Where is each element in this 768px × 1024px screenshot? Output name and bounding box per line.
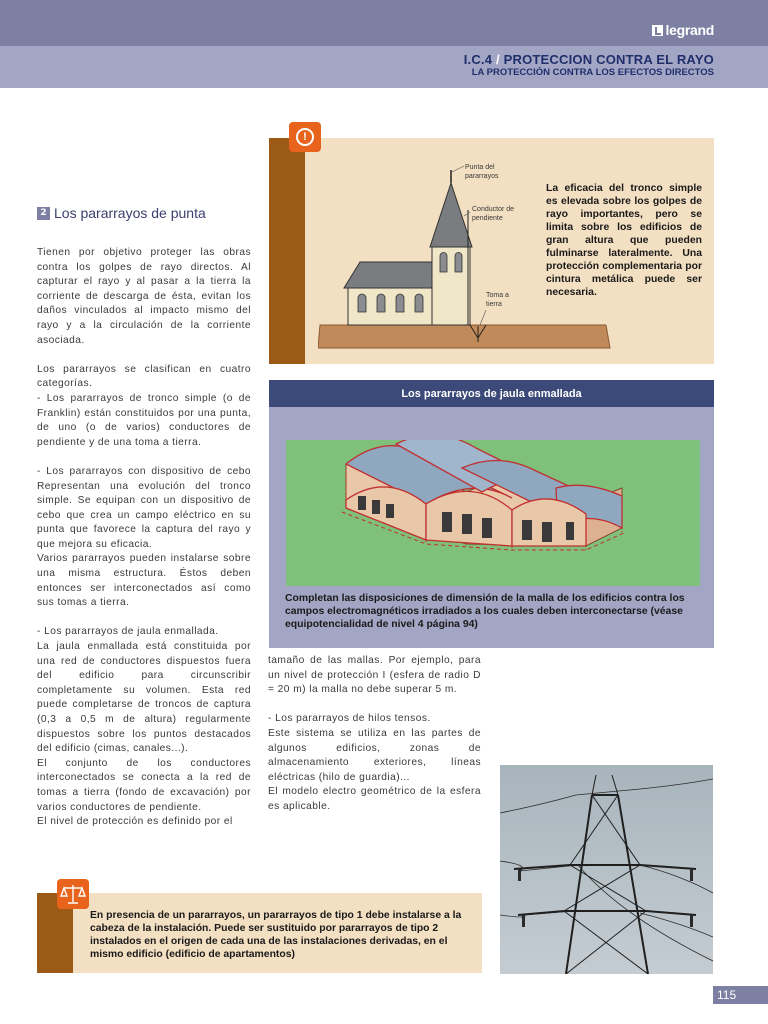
paragraph: El nivel de protección es definido por el	[37, 816, 233, 828]
mesh-caption: Completan las disposiciones de dimensión de la malla de los edificios contra los campos electromagnéticos irradiados a los cuales deben interconectarse (véase equipotencialidad de nivel 4 página 94)	[285, 593, 685, 630]
title-separator: /	[492, 52, 504, 67]
paragraph: Este sistema se utiliza en las partes de algunos edificios, zonas de almacenamiento exteriores, líneas eléctricas (hilo de guardia)...	[268, 727, 481, 783]
mesh-box-title: Los pararrayos de jaula enmallada	[269, 380, 714, 407]
paragraph: - Los pararrayos de hilos tensos.	[268, 713, 431, 725]
paragraph: - Los pararrayos de tronco simple (o de Franklin) están constituidos por una punta, de uno (o de varios) conductores de pendiente y de una toma a tierra.	[37, 392, 251, 448]
page-title	[464, 52, 714, 67]
paragraph: tamaño de las mallas. Por ejemplo, para un nivel de protección I (esfera de radio D = 20 m) la malla no debe superar 5 m.	[268, 655, 481, 696]
paragraph: Los pararrayos se clasifican en cuatro categorías.	[37, 363, 251, 390]
brand-logo	[652, 22, 714, 38]
paragraph: - Los pararrayos con dispositivo de cebo Representan una evolución del tronco simple. Se equipan con un dispositivo de cebo que crea un campo eléctrico en su punta que favorece la captura del rayo y que mejora su eficacia.	[37, 465, 251, 550]
page-number: 115	[713, 986, 768, 1004]
exclamation-icon: !	[289, 122, 321, 152]
note-text: En presencia de un pararrayos, un pararrayos de tipo 1 debe instalarse a la cabeza de la instalación. Puede ser sustituido por pararrayos de tipo 2 instalados en el origen de cada una de las instalaciones derivadas, en el mismo edificio (edificio de apartamentos)	[90, 910, 462, 960]
section-number: 2	[37, 207, 50, 220]
section-title-text: Los pararrayos de punta	[54, 205, 206, 221]
paragraph: Tienen por objetivo proteger las obras contra los golpes de rayo directos. Al capturar el rayo y al pasar a la tierra la corriente de descarga de ésta, evitan los daños vinculados al impacto mismo del rayo y a la circulación de la corriente asociada.	[37, 247, 251, 346]
label-lightning-tip: Punta del pararrayos	[465, 164, 499, 180]
paragraph: Varios pararrayos pueden instalarse sobre una misma estructura. Éstos deben entonces ser interconectados así como sus tomas a tierra.	[37, 553, 251, 609]
page-subtitle: LA PROTECCIÓN CONTRA LOS EFECTOS DIRECTOS	[471, 67, 714, 78]
mesh-cage-illustration	[286, 440, 700, 586]
section-heading	[37, 205, 206, 221]
legrand-logo-icon	[652, 25, 663, 36]
left-text-column	[37, 246, 251, 830]
paragraph: - Los pararrayos de jaula enmallada.	[37, 626, 219, 638]
section-code: I.C.4	[463, 52, 493, 67]
section-title: PROTECCION CONTRA EL RAYO	[503, 52, 714, 67]
brand-name: legrand	[665, 22, 714, 38]
church-caption: La eficacia del tronco simple es elevada sobre los golpes de rayo importantes, pero se limita sobre los edificios de gran altura que pueden fulminarse lateralmente. Una protección complementaria por cintura metálica puede ser necesaria.	[546, 183, 702, 298]
church-box-sidebar	[269, 138, 305, 364]
paragraph: La jaula enmallada está constituida por una red de conductores dispuestos fuera del edificio para circunscribir completamente su volumen. Esta red puede completarse de troncos de captura (0,3 a 0,5 m de altura) regularmente dispuestos sobre los puntos destacados del edificio (cimas, canales...).	[37, 641, 251, 755]
power-pylon-photo	[500, 765, 713, 974]
paragraph: El modelo electro geométrico de la esfera es aplicable.	[268, 786, 481, 812]
paragraph: El conjunto de los conductores interconectados se conecta a la red de tomas a tierra (fondo de excavación) por varios conductores de pendiente.	[37, 757, 251, 813]
label-down-conductor: Conductor de pendiente	[472, 206, 515, 222]
scales-icon	[57, 879, 89, 909]
label-ground: Toma a tierra	[486, 292, 509, 308]
mid-text-column	[268, 654, 481, 815]
